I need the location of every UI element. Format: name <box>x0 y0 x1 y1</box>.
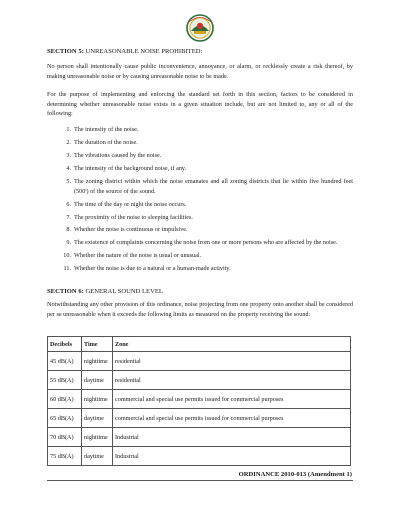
cell-zone: commercial and special use permits issued for commercial purposes <box>113 409 351 428</box>
table-row <box>48 390 351 409</box>
section-6-heading <box>47 287 163 296</box>
cell-zone: residential <box>113 352 351 371</box>
cell-decibels: 70 dB(A) <box>48 428 82 447</box>
list-item: 6. The time of the day or night the noise occurs. <box>66 200 187 208</box>
sound-limits-table <box>47 336 351 466</box>
list-item: 9. The existence of complaints concerning the noise from one or more persons who are affected by the noise. <box>66 239 338 247</box>
section-5-label: SECTION 5: <box>47 48 84 55</box>
list-item: 4. The intensity of the background noise, if any. <box>66 164 187 172</box>
section-6-title: GENERAL SOUND LEVEL <box>83 288 163 295</box>
section-5-intro: No person shall intentionally cause public inconvenience, annoyance, or alarm, or recklessly create a risk thereof, by making unreasonable noise or by causing unreasonable noise to be made. <box>47 63 353 80</box>
column-header-zone: Zone <box>113 337 351 352</box>
table-row <box>48 447 351 466</box>
cell-time: daytime <box>82 409 113 428</box>
cell-zone: Industrial <box>113 447 351 466</box>
section-5-heading <box>47 47 202 56</box>
section-5-factors-intro: For the purpose of implementing and enforcing the standard set forth in this section, factors to be considered in determining whether unreasonable noise exists in a given situation include, but are not limited to, any or all of the following: <box>47 91 353 118</box>
table-row <box>48 428 351 447</box>
cell-decibels: 55 dB(A) <box>48 371 82 390</box>
section-5-title: UNREASONABLE NOISE PROHIBITED: <box>83 48 203 55</box>
cell-zone: residential <box>113 371 351 390</box>
cell-time: daytime <box>82 371 113 390</box>
list-item: 11. Whether the noise is due to a natural or a human-made activity. <box>63 265 231 273</box>
list-item: 10. Whether the nature of the noise is usual or unusual. <box>63 252 202 260</box>
list-item: 5. The zoning district within which the noise emanates and all zoning districts that lie within five hundred feet (500') of the source of the sound. <box>66 177 353 195</box>
list-item: 7. The proximity of the noise to sleeping facilities. <box>66 213 193 221</box>
table-header-row <box>48 337 351 352</box>
list-item: 3. The vibrations caused by the noise. <box>66 151 162 159</box>
table-row <box>48 409 351 428</box>
section-6-label: SECTION 6: <box>47 288 84 295</box>
cell-time: nighttime <box>82 352 113 371</box>
cell-time: daytime <box>82 447 113 466</box>
list-item: 1. The intensity of the noise. <box>66 126 139 133</box>
cell-time: nighttime <box>82 428 113 447</box>
cell-time: nighttime <box>82 390 113 409</box>
column-header-decibels: Decibels <box>48 337 82 352</box>
list-item: 2. The duration of the noise. <box>66 138 138 146</box>
cell-decibels: 60 dB(A) <box>48 390 82 409</box>
noise-factors-list <box>47 125 353 277</box>
cell-decibels: 65 dB(A) <box>48 409 82 428</box>
cell-decibels: 45 dB(A) <box>48 352 82 371</box>
list-item: 8. Whether the noise is continuous or impulsive. <box>66 226 188 234</box>
cell-zone: Industrial <box>113 428 351 447</box>
city-seal-icon <box>186 14 214 42</box>
footer-ordinance-number: ORDINANCE 2010-013 (Amendment 1) <box>238 471 352 478</box>
section-6-intro: Notwithstanding any other provision of this ordinance, noise projecting from one property onto another shall be considered per se unreasonable when it exceeds the following limits as measured on the property receiving the sound: <box>47 301 353 318</box>
cell-decibels: 75 dB(A) <box>48 447 82 466</box>
table-row <box>48 371 351 390</box>
cell-zone: commercial and special use permits issued for commercial purposes <box>113 390 351 409</box>
table-row <box>48 352 351 371</box>
footer-divider <box>47 480 353 481</box>
column-header-time: Time <box>82 337 113 352</box>
